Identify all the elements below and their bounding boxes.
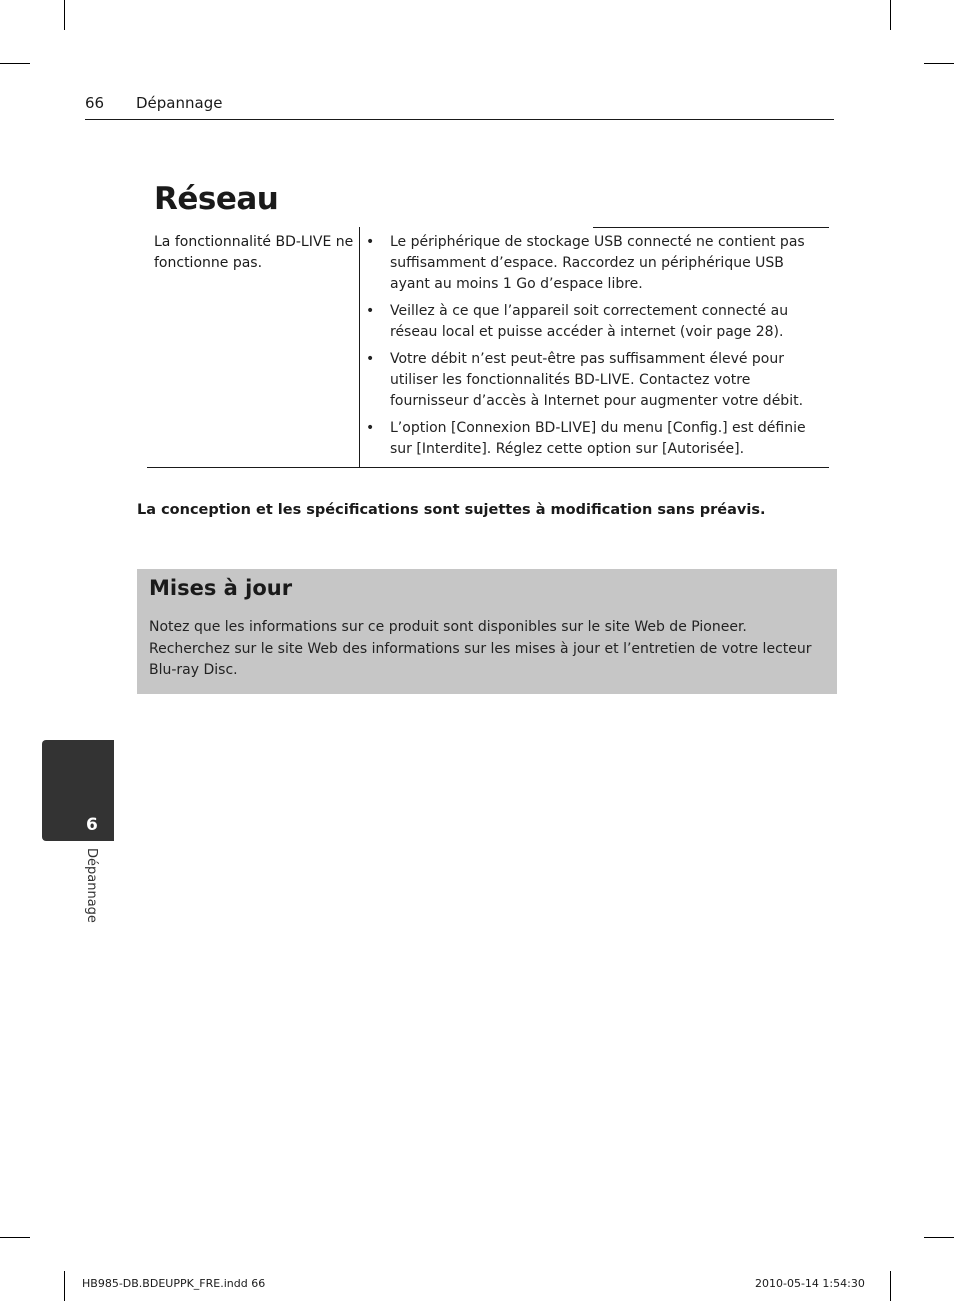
list-item: [366, 232, 821, 295]
solutions-list: [366, 232, 821, 466]
list-item: [366, 301, 821, 343]
specifications-notice: La conception et les spécifications sont sujettes à modification sans préavis.: [137, 502, 766, 518]
solution-text: Veillez à ce que l’appareil soit correctement connecté au réseau local et puisse accéder à internet (voir page 28).: [390, 303, 789, 340]
page-header: [85, 94, 834, 120]
updates-box: [137, 569, 837, 694]
bullet-icon: •: [366, 303, 375, 319]
updates-title: Mises à jour: [149, 576, 293, 600]
crop-mark: [924, 63, 954, 64]
bullet-icon: •: [366, 420, 375, 436]
bullet-icon: •: [366, 234, 375, 250]
header-section-title: Dépannage: [136, 94, 223, 112]
crop-mark: [0, 1237, 30, 1238]
crop-mark: [924, 1237, 954, 1238]
crop-mark: [890, 1271, 891, 1301]
updates-body: Notez que les informations sur ce produit sont disponibles sur le site Web de Pioneer. Recherchez sur le site Web des informations sur les mises à jour et l’entretien de votre lecteur Blu-ray Disc.: [149, 619, 812, 678]
chapter-number: 6: [86, 815, 98, 835]
solution-text: Votre débit n’est peut-être pas suffisamment élevé pour utiliser les fonctionnalités BD-LIVE. Contactez votre fournisseur d’accès à Internet pour augmenter votre débit.: [390, 351, 804, 409]
chapter-side-label: Dépannage: [84, 848, 99, 923]
section-title: Réseau: [154, 181, 279, 217]
list-item: [366, 349, 821, 412]
bullet-icon: •: [366, 351, 375, 367]
troubleshooting-table: [147, 227, 829, 468]
crop-mark: [64, 1271, 65, 1301]
footer-timestamp: 2010-05-14 1:54:30: [755, 1277, 865, 1290]
problem-cell: La fonctionnalité BD-LIVE ne fonctionne pas.: [154, 234, 354, 271]
list-item: [366, 418, 821, 460]
solution-text: L’option [Connexion BD-LIVE] du menu [Config.] est définie sur [Interdite]. Réglez cette option sur [Autorisée].: [390, 420, 806, 457]
column-divider: [359, 227, 360, 467]
chapter-tab: [42, 740, 114, 841]
crop-mark: [890, 0, 891, 30]
crop-mark: [0, 63, 30, 64]
page-number: 66: [85, 94, 105, 112]
footer-file-info: HB985-DB.BDEUPPK_FRE.indd 66: [82, 1277, 266, 1290]
crop-mark: [64, 0, 65, 30]
solution-text: Le périphérique de stockage USB connecté ne contient pas suffisamment d’espace. Raccordez un périphérique USB ayant au moins 1 Go d’espace libre.: [390, 234, 805, 292]
